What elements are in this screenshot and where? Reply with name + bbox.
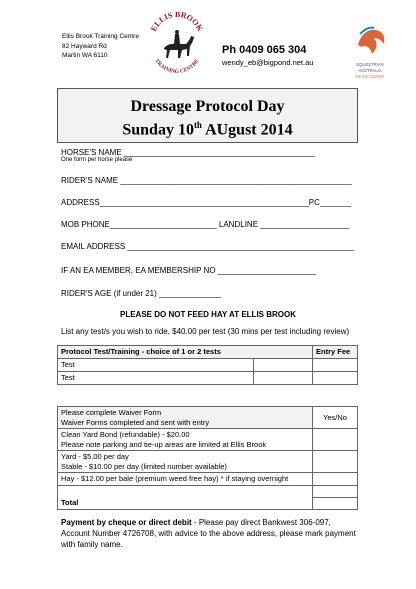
- test-row-label: Test: [58, 359, 254, 372]
- ellis-brook-logo: [146, 10, 208, 80]
- event-date: [58, 116, 357, 139]
- horse-name-field[interactable]: HORSE'S NAME ___________________________________________: [61, 148, 316, 157]
- contact-info: [222, 44, 313, 67]
- yard-fee[interactable]: [313, 451, 358, 473]
- test-row-input[interactable]: [254, 359, 313, 372]
- yard-row: [58, 451, 358, 473]
- payment-heading: Payment by cheque or direct debit: [61, 518, 192, 527]
- email-field[interactable]: EMAIL ADDRESS ___________________________________________________: [61, 242, 355, 251]
- address-line-3: Martin WA 6110: [62, 52, 108, 59]
- test-table: [57, 345, 358, 385]
- clean-yard-cell: [58, 429, 313, 451]
- table-row: [58, 372, 358, 385]
- svg-text:ELLIS BROOK: [149, 10, 205, 34]
- hay-row: [58, 473, 358, 486]
- total-fee[interactable]: [313, 497, 358, 509]
- test-header-label: Protocol Test/Training - choice of 1 or 2 tests: [58, 346, 313, 359]
- payment-details: - Please pay direct Bankwest 306-097, Account Number 4726708, with advice to the above address, please mark payment with family name.: [61, 518, 356, 549]
- hay-fee[interactable]: [313, 473, 358, 486]
- horse-name-note: One form per horse please: [61, 157, 133, 163]
- waiver-line-2: Waiver Forms completed and sent with entry: [61, 417, 210, 427]
- clean-yard-row: [58, 429, 358, 451]
- test-row-fee[interactable]: [313, 359, 358, 372]
- clean-yard-label: Clean Yard Bond (refundable) - $20.00: [61, 430, 190, 439]
- test-instruction: List any test/s you wish to ride, $40.00 per test (30 mins per test including review): [61, 327, 350, 336]
- event-date-month-year: AUgust 2014: [201, 121, 293, 139]
- test-row-fee[interactable]: [313, 372, 358, 385]
- event-title: Dressage Protocol Day: [130, 98, 285, 115]
- yard-label: Yard - $5.00 per day: [61, 452, 129, 461]
- stable-label: Stable - $10.00 per day (limited number available): [61, 461, 227, 471]
- address-line-2: 82 Hayward Rd: [62, 42, 107, 50]
- waiver-row: [58, 407, 358, 429]
- equestrian-australia-logo: [350, 22, 390, 88]
- ea-logo-line-2: AUSTRALIA: [358, 68, 382, 73]
- payment-instructions: [61, 517, 361, 550]
- entry-fee-header: Entry Fee: [313, 346, 358, 359]
- event-date-suffix: th: [193, 120, 202, 130]
- title-box: [57, 88, 358, 143]
- yard-cell: [58, 451, 313, 473]
- hay-notice: PLEASE DO NOT FEED HAY AT ELLIS BROOK: [119, 310, 297, 319]
- clean-yard-fee[interactable]: [313, 429, 358, 451]
- fee-table: [57, 406, 358, 510]
- logo-text-top: ELLIS BROOK: [149, 10, 205, 33]
- ea-logo-line-3: NCAS COACH: [356, 74, 384, 79]
- test-table-header: [58, 346, 358, 359]
- spacer-fee: [313, 485, 358, 497]
- hay-label: Hay - $12.00 per bale (premium weed free hay) * if staying overnight: [58, 473, 313, 486]
- ea-membership-field[interactable]: IF AN EA MEMBER, EA MEMBERSHIP NO ______________________: [61, 266, 316, 275]
- event-date-day: Sunday 10: [122, 121, 194, 139]
- spacer-row: [58, 485, 358, 497]
- waiver-line-1: Please complete Waiver Form: [61, 408, 162, 417]
- total-row: [58, 497, 358, 509]
- rider-age-field[interactable]: RIDER'S AGE (if under 21) ______________: [61, 289, 222, 298]
- logo-text-bottom: TRAINING CENTRE: [153, 58, 201, 76]
- address-line-1: Ellis Brook Training Centre: [62, 33, 139, 40]
- yes-no-cell[interactable]: Yes/No: [313, 407, 358, 429]
- spacer-cell: [58, 485, 313, 497]
- email-address: wendy_eb@bigpond.net.au: [222, 58, 314, 67]
- horse-rider-icon: [164, 30, 194, 58]
- test-row-input[interactable]: [254, 372, 313, 385]
- parking-note: Please note parking and tie-up areas are limited at Ellis Brook: [61, 439, 267, 449]
- rider-name-field[interactable]: RIDER'S NAME ____________________________________________________: [61, 176, 352, 185]
- table-row: [58, 359, 358, 372]
- waiver-cell: [58, 407, 313, 429]
- club-address: [62, 32, 139, 61]
- phone-landline-field[interactable]: MOB PHONE________________________ LANDLINE ____________________: [61, 220, 350, 229]
- total-label: Total: [58, 497, 313, 509]
- ea-logo-line-1: EQUESTRIAN: [356, 62, 384, 67]
- phone-number: Ph 0409 065 304: [222, 44, 307, 56]
- test-row-label: Test: [58, 372, 254, 385]
- svg-text:TRAINING CENTRE: [153, 58, 200, 75]
- address-field[interactable]: ADDRESS_______________________________________________PC_______: [61, 198, 352, 207]
